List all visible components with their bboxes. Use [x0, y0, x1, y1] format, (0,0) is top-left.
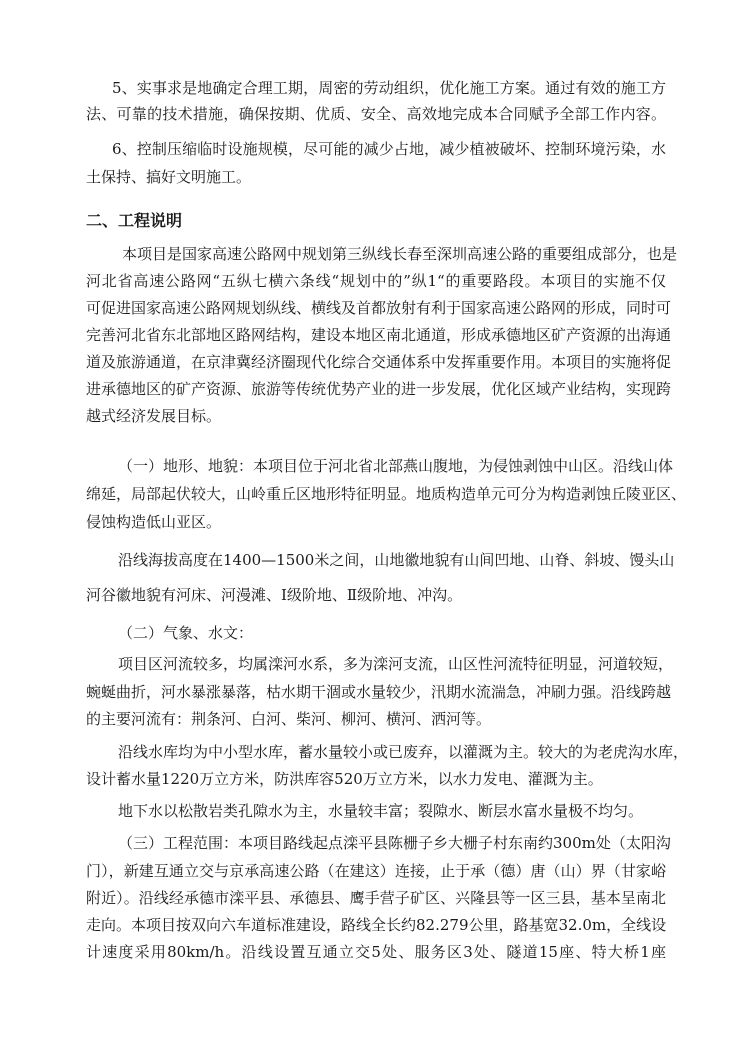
paragraph-line: （一）地形、地貌：本项目位于河北省北部燕山腹地，为侵蚀剥蚀中山区。沿线山体	[118, 457, 674, 475]
paragraph-line: 5、实事求是地确定合理工期，周密的劳动组织，优化施工方案。通过有效的施工方	[112, 79, 666, 97]
paragraph-line: 门），新建互通立交与京承高速公路（在建这）连接，止于承（德）唐（山）界（甘家峪	[86, 862, 666, 880]
paragraph-line: 侵蚀构造低山亚区。	[86, 513, 222, 531]
paragraph-line: 沿线水库均为中小型水库，蓄水量较小或已废弃，以灌溉为主。较大的为老虎沟水库，	[118, 743, 689, 761]
paragraph-line: 河北省高速公路网“五纵七横六条线“规划中的”纵1“的重要路段。本项目的实施不仅	[86, 272, 666, 290]
paragraph-line: （三）工程范围：本项目路线起点滦平县陈栅子乡大栅子村东南约300m处（太阳沟	[118, 834, 671, 852]
paragraph-line: 6、控制压缩临时设施规模，尽可能的减少占地，减少植被破坏、控制环境污染，水	[112, 140, 666, 158]
paragraph-line: 本项目是国家高速公路网中规划第三纵线长春至深圳高速公路的重要组成部分，也是	[122, 245, 678, 263]
paragraph-line: 沿线海拔高度在1400—1500米之间，山地徽地貌有山间凹地、山脊、斜坡、馒头山	[118, 551, 675, 569]
section-heading: 二、工程说明	[86, 211, 183, 230]
paragraph-line: 地下水以松散岩类孔隙水为主，水量较丰富；裂隙水、断层水富水量极不均匀。	[118, 802, 644, 820]
paragraph-line: 蜿蜒曲折，河水暴涨暴落，枯水期干涸或水量较少，汛期水流湍急，冲刷力强。沿线跨越	[86, 683, 672, 701]
paragraph-line: 绵延，局部起伏较大，山岭重丘区地形特征明显。地质构造单元可分为构造剥蚀丘陵亚区、	[86, 485, 687, 503]
paragraph-line: 的主要河流有：荆条河、白河、柴河、柳河、横河、洒河等。	[86, 710, 492, 728]
subsection-heading: （二）气象、水文：	[118, 624, 254, 642]
paragraph-line: 设计蓄水量1220万立方米，防洪库容520万立方米，以水力发电、灌溉为主。	[86, 770, 603, 788]
paragraph-line: 道及旅游通道，在京津冀经济圈现代化综合交通体系中发挥重要作用。本项目的实施将促	[86, 353, 672, 371]
paragraph-line: 项目区河流较多，均属滦河水系，多为滦河支流，山区性河流特征明显，河道较短，	[118, 655, 674, 673]
paragraph-line: 土保持、搞好文明施工。	[86, 168, 252, 186]
paragraph-line: 计速度采用80km/h。沿线设置互通立交5处、服务区3处、隧道15座、特大桥1座	[86, 943, 666, 961]
paragraph-line: 完善河北省东北部地区路网结构，建设本地区南北通道，形成承德地区矿产资源的出海通	[86, 326, 672, 344]
paragraph-line: 可促进国家高速公路网规划纵线、横线及首都放射有利于国家高速公路网的形成，同时可	[86, 299, 672, 317]
paragraph-line: 走向。本项目按双向六车道标准建设，路线全长约82.279公里，路基宽32.0m，全线设	[86, 916, 667, 934]
paragraph-line: 河谷徽地貌有河床、河漫滩、Ⅰ级阶地、Ⅱ级阶地、冲沟。	[86, 586, 463, 604]
paragraph-line: 法、可靠的技术措施，确保按期、优质、安全、高效地完成本合同赋予全部工作内容。	[86, 105, 666, 123]
paragraph-line: 进承德地区的矿产资源、旅游等传统优势产业的进一步发展，优化区域产业结构，实现跨	[86, 380, 672, 398]
paragraph-line: 越式经济发展目标。	[86, 407, 222, 425]
paragraph-line: 附近）。沿线经承德市滦平县、承德县、鹰手营子矿区、兴隆县等一区三县，基本呈南北	[86, 889, 666, 907]
